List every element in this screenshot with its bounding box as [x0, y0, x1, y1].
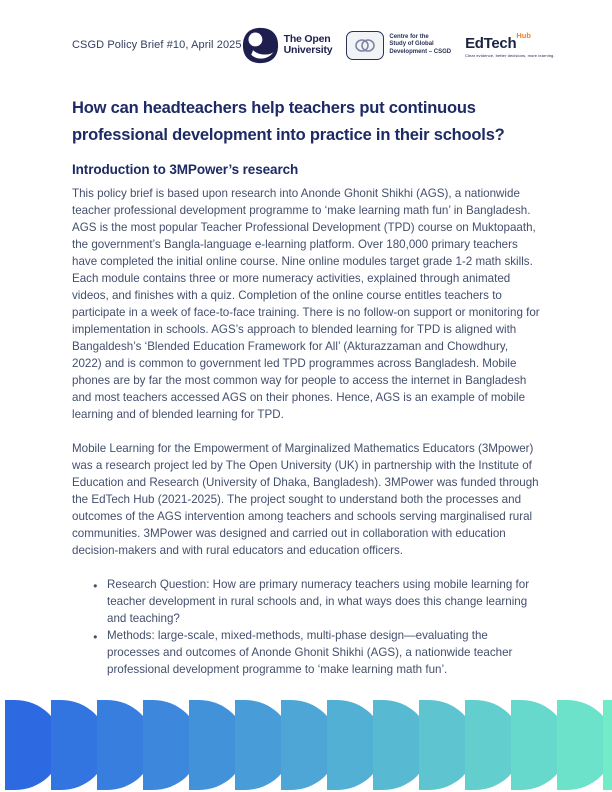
ou-wordmark-line2: University: [283, 44, 333, 56]
ou-wordmark-line1: The Open: [283, 33, 331, 45]
wave-band-decoration: [0, 700, 612, 790]
csgd-wordmark-line1: Centre for the: [389, 33, 429, 40]
edtech-wordmark: [465, 32, 531, 51]
bullet-list: [72, 576, 540, 678]
bullet-research-question: ● Research Question: How are primary numeracy teachers using mobile learning for teacher development in rural schools and, in what ways does this change learning and teaching?: [107, 576, 540, 627]
edtech-hub-text: Hub: [516, 31, 531, 41]
edtech-tagline: Clear evidence, better decisions, more learning.: [465, 52, 555, 58]
logo-row: [242, 27, 555, 64]
csgd-wordmark-line2: Study of Global: [389, 41, 434, 48]
bullet-methods: ● Methods: large-scale, mixed-methods, multi-phase design—evaluating the processes and outcomes of Anonde Ghonit Shikhi (AGS), a nationwide teacher professional development programme to ‘make learning math fun’.: [107, 627, 540, 678]
wave-shape: [603, 700, 612, 790]
paragraph-2: Mobile Learning for the Empowerment of Marginalized Mathematics Educators (3Mpower) was a research project led by The Open University (UK) in partnership with the Institute of Education and Research (University of Dhaka, Bangladesh). 3MPower was funded through the EdTech Hub (2021-2025). The project sought to understand both the processes and outcomes of the AGS intervention among teachers and schools serving marginalised rural communities. 3MPower was designed and carried out in collaboration with education decision-makers and with rural educators and education officers.: [72, 442, 539, 557]
edtech-hub-logo: [465, 32, 555, 58]
open-university-wordmark: [284, 34, 333, 56]
document-body: [72, 95, 540, 678]
page-header: [72, 24, 555, 66]
csgd-wordmark-line3: Development – CSGD: [389, 48, 452, 55]
csgd-logo: [346, 31, 451, 60]
edtech-name-text: EdTech: [465, 35, 517, 53]
brief-label: CSGD Policy Brief #10, April 2025: [72, 39, 242, 51]
csgd-brain-icon: [346, 31, 384, 60]
section-heading: Introduction to 3MPower’s research: [72, 162, 299, 177]
csgd-wordmark: [389, 34, 451, 57]
page-title: How can headteachers help teachers put continuous professional development into practice in their schools?: [72, 99, 505, 144]
paragraph-1: This policy brief is based upon research into Anonde Ghonit Shikhi (AGS), a nationwide teacher professional development programme to ‘make learning math fun’ in Bangladesh. AGS is the most popular Teacher Professional Development (TPD) course on Muktopaath, the government’s Bangla-language e-learning platform. Over 180,000 primary teachers have completed the initial online course. Nine online modules target grade 1-2 math skills. Each module contains three or more numeracy activities, explained through animated videos, and finishes with a quiz. Completion of the online course entitles teachers to participate in a week of face-to-face training. There is no follow-on support or monitoring for implementation in schools. AGS’s approach to blended learning for TPD is aligned with Bangaldesh’s ‘Blended Education Framework for All’ (Akturazzaman and Chowdhury, 2022) and is common to government led TPD programmes across Bangladesh. Mobile phones are by far the most common way for people to access the internet in Bangladesh and most teachers accessed AGS on their phones. Hence, AGS is an example of mobile learning and of blended learning for TPD.: [72, 187, 540, 421]
open-university-crest-icon: [242, 27, 279, 64]
open-university-logo: [242, 27, 333, 64]
